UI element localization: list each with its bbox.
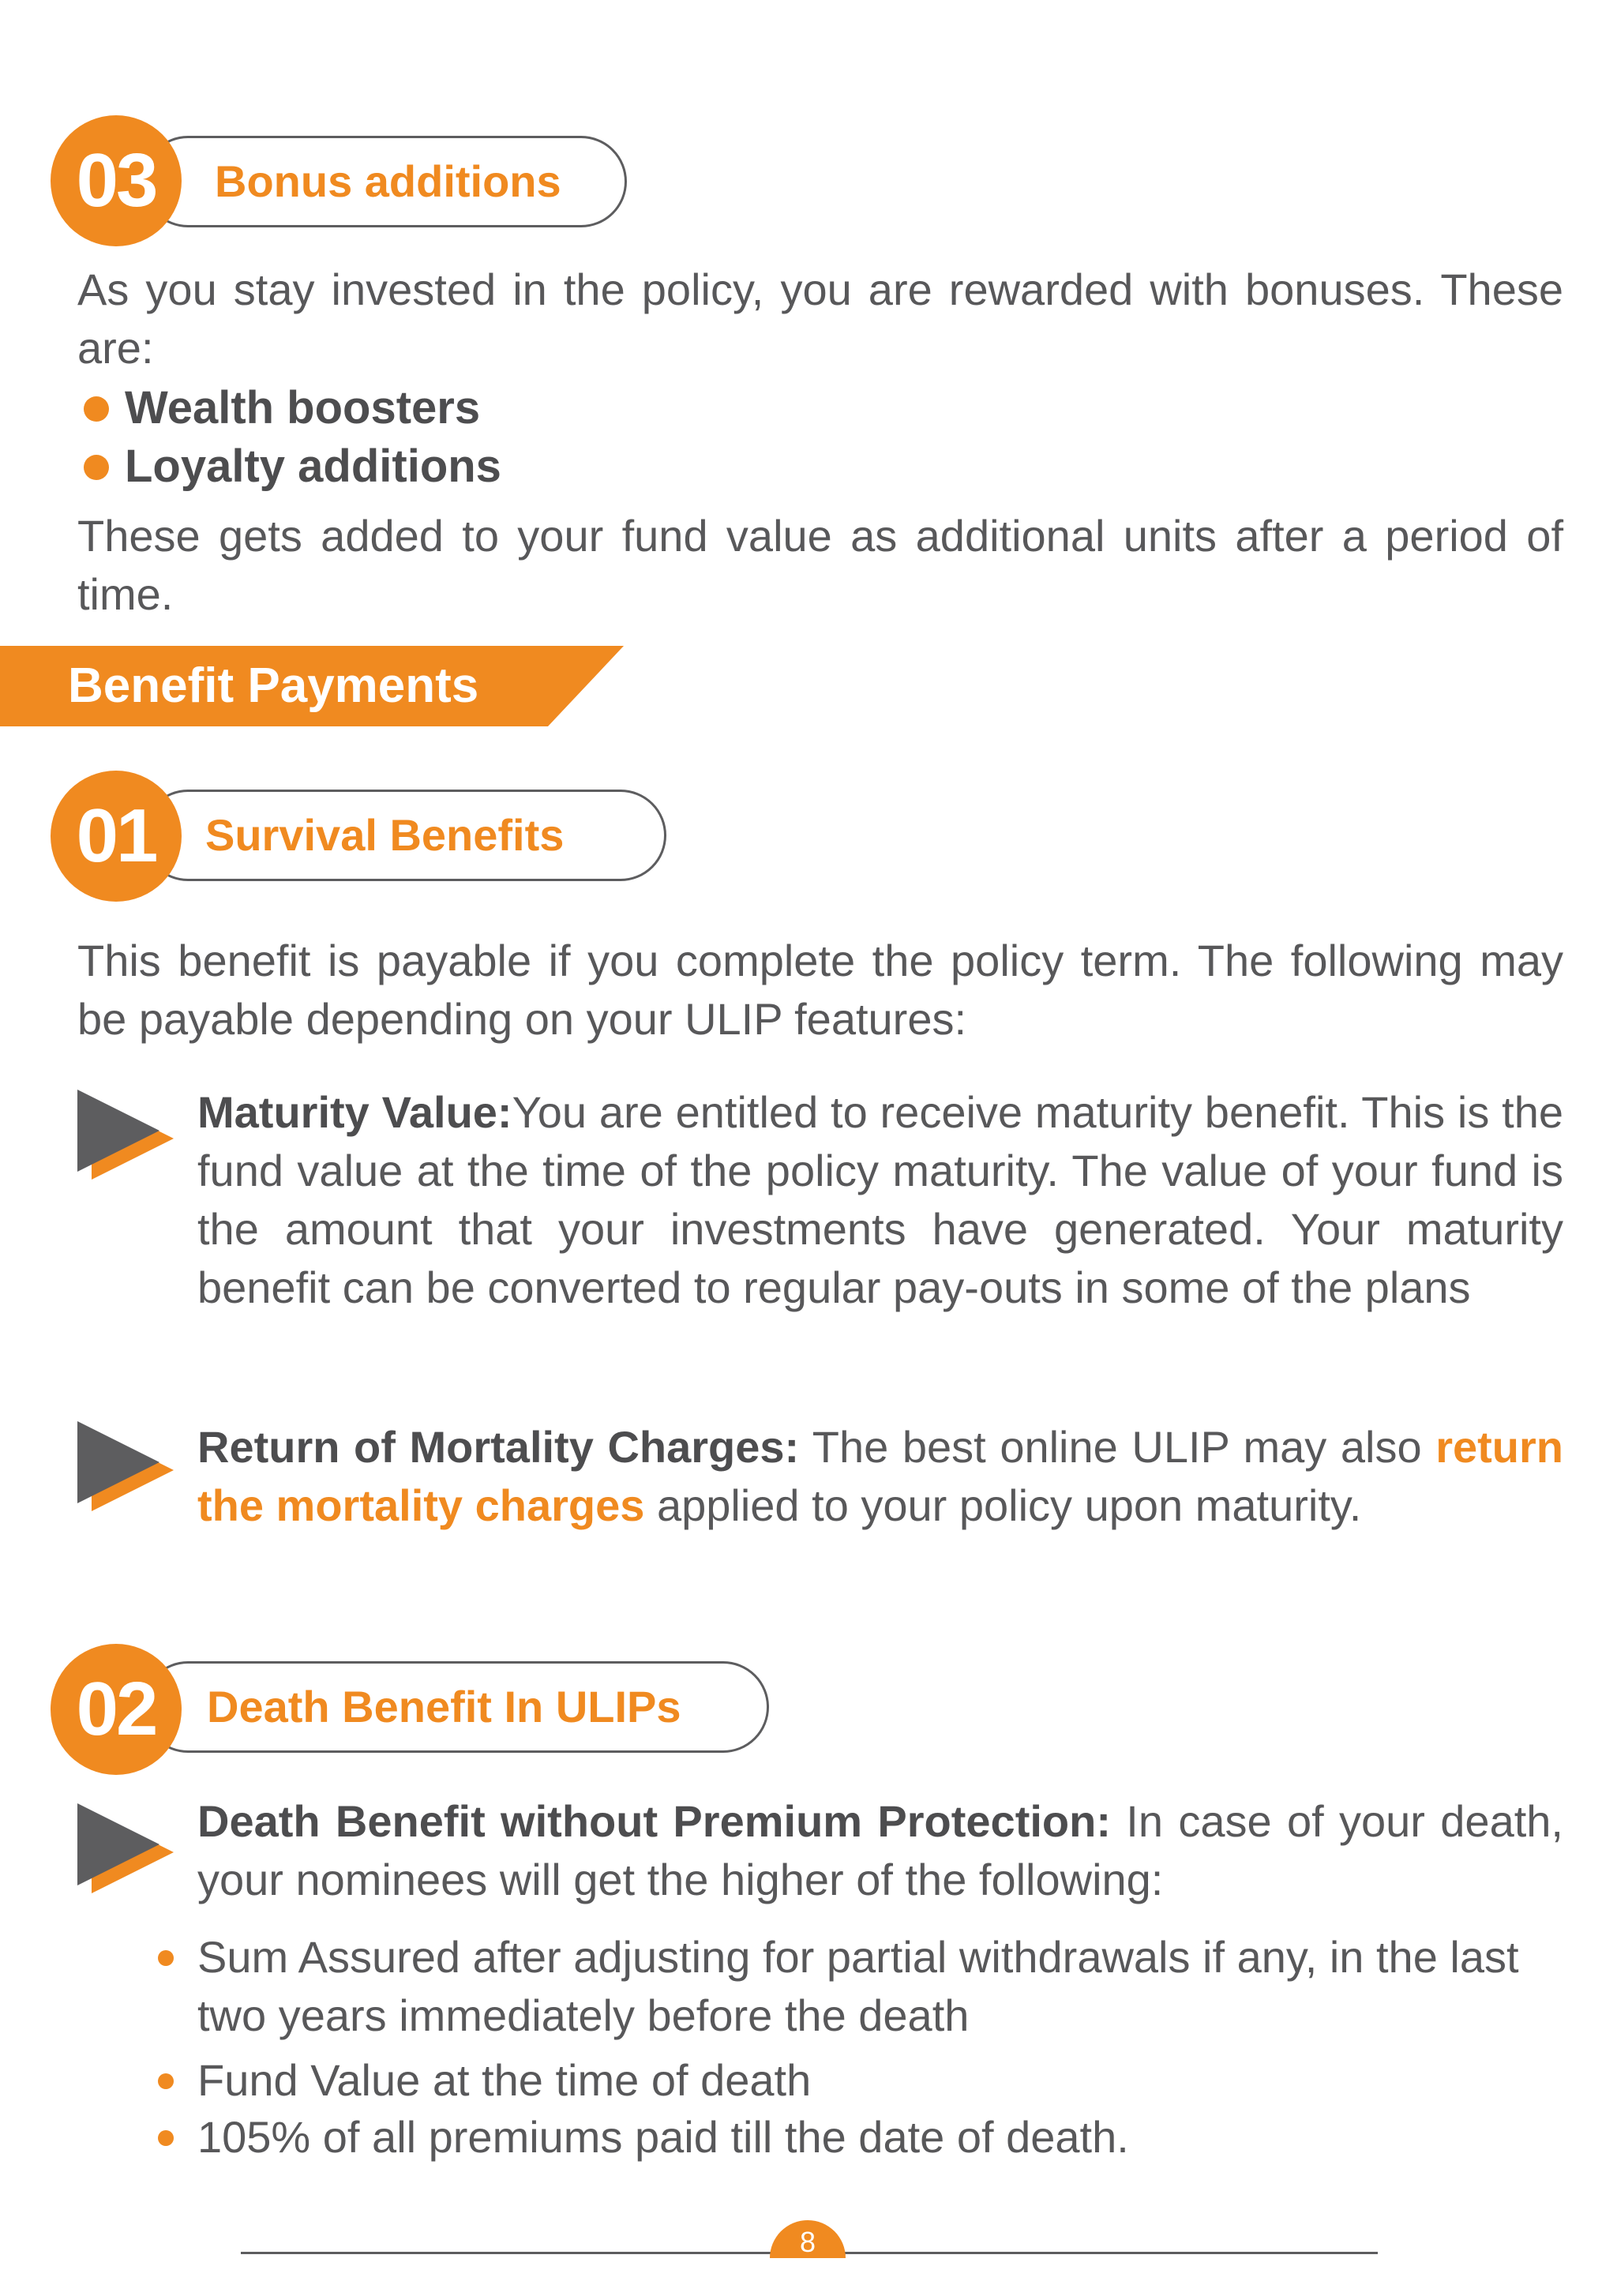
bonus-intro-text: As you stay invested in the policy, you are rewarded with bonuses. These are: xyxy=(77,264,1563,373)
section-number-badge: 02 xyxy=(51,1644,182,1775)
bullet-dot xyxy=(158,1950,174,1966)
mortality-text-before: The best online ULIP may also xyxy=(799,1422,1436,1472)
mortality-charges-label: Return of Mortality Charges: xyxy=(197,1422,800,1472)
death-benefit-text: In case of your death, your nominees will get the higher of the following: xyxy=(197,1796,1563,1904)
survival-intro-text: This benefit is payable if you complete the policy term. The following may be payable depending on your ULIP features: xyxy=(77,936,1563,1044)
bullet-dot xyxy=(158,2073,174,2089)
triangle-arrow-icon xyxy=(77,1090,174,1187)
section-title: Bonus additions xyxy=(215,156,561,206)
death-benefit-paragraph xyxy=(197,1792,1563,1909)
triangle-arrow-icon xyxy=(77,1803,174,1901)
maturity-value-label: Maturity Value: xyxy=(197,1087,512,1137)
section-title: Survival Benefits xyxy=(205,810,565,860)
maturity-value-text: You are entitled to receive maturity benefit. This is the fund value at the time of the policy maturity. The value of your fund is the amount that your investments have generated. Your maturity benefit can be converted to regular pay-outs in some of the plans xyxy=(197,1087,1563,1312)
mortality-charges-paragraph xyxy=(197,1418,1563,1535)
section-number-badge: 01 xyxy=(51,771,182,902)
mortality-charges-link[interactable]: return the mortality charges xyxy=(197,1422,1563,1530)
bullet-dot xyxy=(84,455,109,480)
death-benefit-label: Death Benefit without Premium Protection: xyxy=(197,1796,1111,1846)
section-number-badge: 03 xyxy=(51,115,182,246)
mortality-text-after: applied to your policy upon maturity. xyxy=(644,1480,1362,1530)
bonus-outro-text: These gets added to your fund value as additional units after a period of time. xyxy=(77,511,1563,619)
bullet-dot xyxy=(158,2130,174,2146)
banner-title: Benefit Payments xyxy=(68,658,479,713)
bonus-item: Wealth boosters xyxy=(125,382,481,433)
triangle-arrow-icon xyxy=(77,1421,174,1519)
bonus-item: Loyalty additions xyxy=(125,441,501,492)
section-title: Death Benefit In ULIPs xyxy=(207,1682,681,1731)
death-benefit-item: Fund Value at the time of death xyxy=(197,2055,812,2105)
page-number: 8 xyxy=(770,2220,846,2258)
death-benefit-item: Sum Assured after adjusting for partial withdrawals if any, in the last two years immediately before the death xyxy=(197,1932,1519,2040)
death-benefit-item: 105% of all premiums paid till the date of death. xyxy=(197,2112,1129,2162)
maturity-value-paragraph xyxy=(197,1083,1563,1317)
bullet-dot xyxy=(84,396,109,422)
